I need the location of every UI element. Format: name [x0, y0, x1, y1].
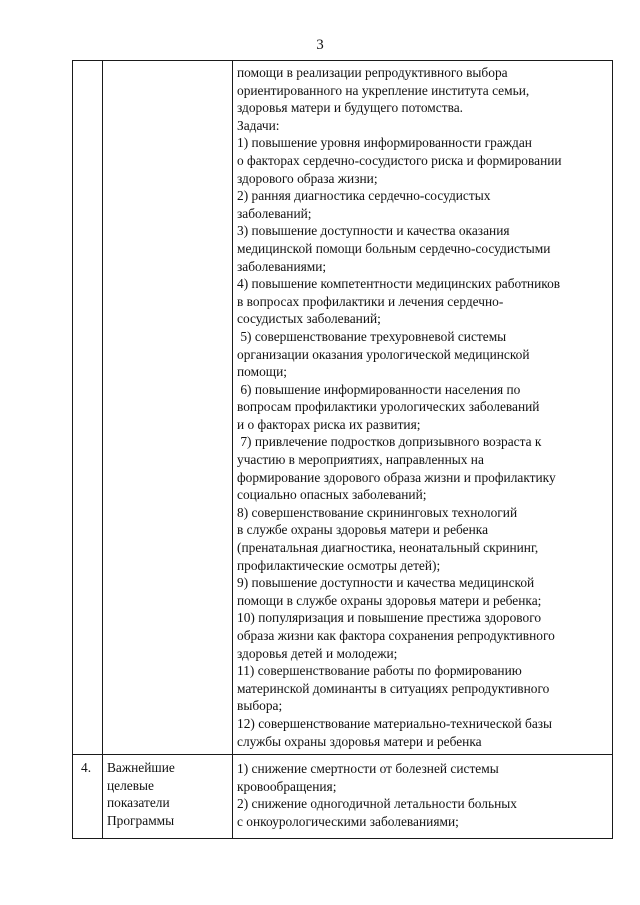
text-line: 4) повышение компетентности медицинских работников	[237, 276, 561, 292]
goals-and-tasks-cell	[233, 61, 613, 755]
text-line: кровообращения;	[237, 778, 337, 794]
text-line: 5) совершенствование трехуровневой системы	[237, 328, 507, 344]
text-line: 3) повышение доступности и качества оказания	[237, 223, 510, 239]
text-line: выбора;	[237, 698, 283, 714]
row-name-line: показатели	[107, 795, 170, 811]
text-line: с онкоурологическими заболеваниями;	[237, 813, 459, 829]
target-indicators-cell	[233, 755, 613, 839]
row-number-cell	[73, 61, 103, 755]
table-row-continuation	[73, 61, 613, 755]
text-line: помощи в службе охраны здоровья матери и ребенка;	[237, 592, 542, 608]
text-line: сосудистых заболеваний;	[237, 311, 381, 327]
text-line: о факторах сердечно-сосудистого риска и формировании	[237, 152, 562, 168]
row-name-line: целевые	[107, 777, 154, 793]
text-line: медицинской помощи больным сердечно-сосудистыми	[237, 240, 551, 256]
text-line: Задачи:	[237, 117, 280, 133]
text-line: материнской доминанты в ситуациях репродуктивного	[237, 680, 550, 696]
text-line: участию в мероприятиях, направленных на	[237, 452, 484, 468]
text-line: 10) популяризация и повышение престижа здорового	[237, 610, 542, 626]
text-line: 6) повышение информированности населения по	[237, 381, 521, 397]
text-line: образа жизни как фактора сохранения репродуктивного	[237, 628, 555, 643]
text-line: в вопросах профилактики и лечения сердечно-	[237, 293, 504, 309]
text-line: формирование здорового образа жизни и профилактику	[237, 469, 556, 485]
page-number: 3	[316, 37, 324, 53]
text-line: ориентированного на укрепление института семьи,	[237, 82, 530, 98]
text-line: помощи;	[237, 364, 287, 380]
text-line: 1) снижение смертности от болезней системы	[237, 761, 499, 777]
text-line: здоровья матери и будущего потомства.	[237, 100, 464, 116]
row-name-cell	[103, 61, 233, 755]
text-line: службы охраны здоровья матери и ребенка	[237, 733, 482, 749]
row-name-line: Важнейшие	[107, 760, 175, 776]
text-line: 7) привлечение подростков допризывного возраста к	[237, 434, 542, 450]
text-line: 9) повышение доступности и качества медицинской	[237, 575, 535, 591]
text-line: 2) ранняя диагностика сердечно-сосудистых	[237, 188, 491, 204]
text-line: профилактические осмотры детей);	[237, 557, 441, 573]
table-row-target-indicators	[73, 755, 613, 839]
text-line: социально опасных заболеваний;	[237, 487, 427, 503]
text-line: вопросам профилактики урологических заболеваний	[237, 399, 540, 415]
text-line: организации оказания урологической медицинской	[237, 346, 530, 362]
row-name-line: Программы	[107, 812, 175, 828]
program-passport-table	[72, 60, 613, 839]
text-line: 8) совершенствование скрининговых технологий	[237, 504, 518, 520]
text-line: и о факторах риска их развития;	[237, 416, 421, 432]
text-line: здорового образа жизни;	[237, 170, 378, 186]
text-line: заболеваний;	[237, 205, 312, 221]
text-line: (пренатальная диагностика, неонатальный скрининг,	[237, 540, 539, 556]
row-name-cell	[103, 755, 233, 839]
text-line: помощи в реализации репродуктивного выбора	[237, 65, 508, 80]
text-line: 1) повышение уровня информированности граждан	[237, 135, 532, 151]
text-line: в службе охраны здоровья матери и ребенка	[237, 522, 489, 538]
text-line: 11) совершенствование работы по формированию	[237, 663, 522, 679]
text-line: 12) совершенствование материально-технической базы	[237, 715, 553, 731]
text-line: здоровья детей и молодежи;	[237, 645, 398, 661]
text-line: 2) снижение одногодичной летальности больных	[237, 796, 517, 812]
text-line: заболеваниями;	[237, 258, 327, 274]
row-number-cell: 4.	[73, 755, 103, 839]
